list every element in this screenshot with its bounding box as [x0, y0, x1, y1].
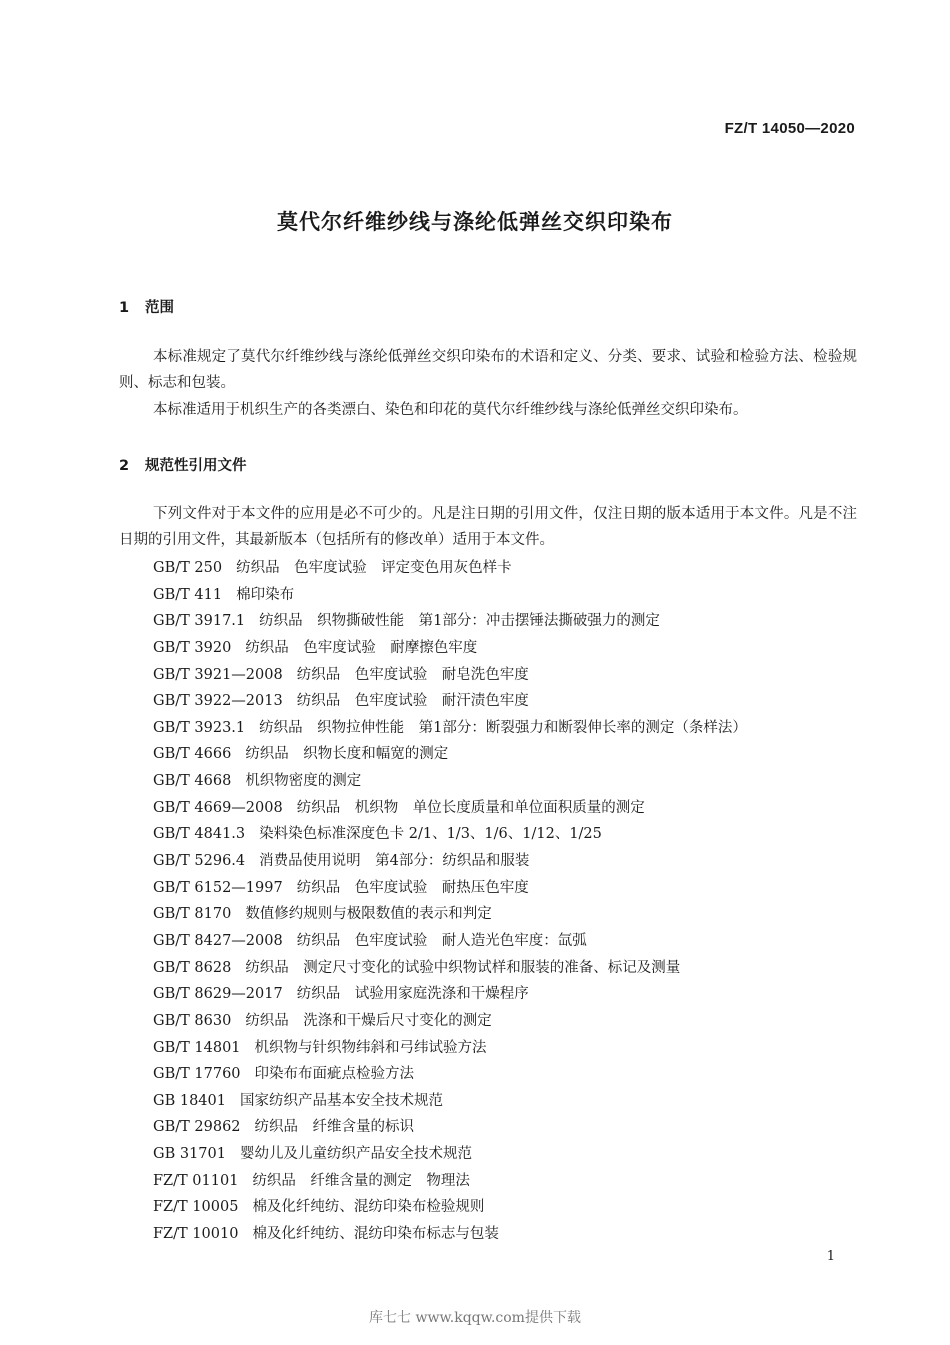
reference-title: 纺织品 色牢度试验 耐汗渍色牢度 [296, 693, 529, 710]
reference-item [153, 795, 747, 822]
reference-title: 纺织品 纤维含量的标识 [254, 1119, 415, 1136]
reference-title: 棉及化纤纯纺、混纺印染布标志与包装 [252, 1226, 499, 1243]
reference-item [153, 688, 747, 715]
reference-item [153, 1141, 747, 1168]
reference-item [153, 741, 747, 768]
reference-title: 染料染色标准深度色卡 2/1、1/3、1/6、1/12、1/25 [259, 826, 602, 843]
reference-item [153, 608, 747, 635]
section-1-paragraph-1: 本标准规定了莫代尔纤维纱线与涤纶低弹丝交织印染布的术语和定义、分类、要求、试验和检验方法、检验规则、标志和包装。 [119, 349, 857, 391]
reference-code: GB/T 8628 [153, 959, 232, 976]
reference-item [153, 1194, 747, 1221]
reference-title: 纺织品 测定尺寸变化的试验中织物试样和服装的准备、标记及测量 [245, 959, 681, 976]
section-2-heading [119, 454, 247, 475]
section-1-title: 范围 [145, 300, 174, 316]
reference-item [153, 635, 747, 662]
reference-title: 棉及化纤纯纺、混纺印染布检验规则 [252, 1199, 485, 1216]
section-1-paragraph-2: 本标准适用于机织生产的各类漂白、染色和印花的莫代尔纤维纱线与涤纶低弹丝交织印染布。 [153, 402, 748, 418]
reference-code: GB/T 4669—2008 [153, 799, 283, 816]
reference-item [153, 768, 747, 795]
reference-title: 纺织品 织物拉伸性能 第1部分：断裂强力和断裂伸长率的测定（条样法） [259, 719, 747, 736]
normative-references-list [153, 555, 747, 1248]
reference-item [153, 901, 747, 928]
reference-code: GB/T 3917.1 [153, 613, 246, 630]
reference-item [153, 662, 747, 689]
reference-title: 纺织品 色牢度试验 耐人造光色牢度：氙弧 [296, 932, 587, 949]
reference-item [153, 848, 747, 875]
reference-code: GB/T 8630 [153, 1012, 232, 1029]
reference-code: GB/T 3923.1 [153, 719, 246, 736]
section-1-number: 1 [119, 300, 130, 316]
reference-title: 纺织品 色牢度试验 评定变色用灰色样卡 [236, 560, 512, 576]
reference-item [153, 875, 747, 902]
reference-title: 机织物密度的测定 [245, 773, 362, 790]
reference-title: 纺织品 试验用家庭洗涤和干燥程序 [296, 986, 529, 1003]
reference-item [153, 715, 747, 742]
section-2-number: 2 [119, 458, 130, 474]
section-1-heading [119, 296, 174, 317]
reference-code: GB/T 6152—1997 [153, 879, 283, 896]
reference-item [153, 955, 747, 982]
reference-code: GB/T 3921—2008 [153, 666, 283, 683]
reference-code: FZ/T 10010 [153, 1226, 239, 1243]
reference-code: GB/T 5296.4 [153, 853, 246, 870]
reference-code: FZ/T 10005 [153, 1199, 239, 1216]
reference-code: GB/T 8170 [153, 906, 232, 923]
reference-item [153, 1008, 747, 1035]
page-number: 1 [826, 1249, 835, 1264]
reference-title: 纺织品 机织物 单位长度质量和单位面积质量的测定 [296, 799, 645, 816]
reference-code: GB/T 17760 [153, 1066, 241, 1083]
reference-title: 机织物与针织物纬斜和弓纬试验方法 [254, 1039, 487, 1056]
reference-code: GB/T 3920 [153, 639, 232, 656]
reference-title: 纺织品 织物撕破性能 第1部分：冲击摆锤法撕破强力的测定 [259, 613, 660, 630]
reference-code: GB/T 4668 [153, 773, 232, 790]
reference-title: 国家纺织产品基本安全技术规范 [239, 1092, 443, 1109]
reference-item [153, 555, 747, 582]
reference-item [153, 928, 747, 955]
document-title: 莫代尔纤维纱线与涤纶低弹丝交织印染布 [277, 210, 673, 234]
reference-title: 印染布布面疵点检验方法 [254, 1066, 415, 1083]
reference-item [153, 1088, 747, 1115]
reference-title: 纺织品 色牢度试验 耐热压色牢度 [296, 879, 529, 896]
reference-item [153, 1221, 747, 1248]
reference-code: GB/T 3922—2013 [153, 693, 283, 710]
reference-title: 数值修约规则与极限数值的表示和判定 [245, 906, 492, 923]
reference-title: 纺织品 色牢度试验 耐皂洗色牢度 [296, 666, 529, 683]
reference-code: GB/T 4841.3 [153, 826, 246, 843]
reference-item [153, 1035, 747, 1062]
reference-title: 消费品使用说明 第4部分：纺织品和服装 [259, 853, 530, 870]
reference-code: GB/T 250 [153, 560, 223, 576]
reference-code: FZ/T 01101 [153, 1172, 239, 1189]
reference-item [153, 821, 747, 848]
reference-title: 纺织品 纤维含量的测定 物理法 [252, 1172, 470, 1189]
section-2-paragraph-1: 下列文件对于本文件的应用是必不可少的。凡是注日期的引用文件，仅注日期的版本适用于本文件。凡是不注日期的引用文件，其最新版本（包括所有的修改单）适用于本文件。 [119, 506, 857, 548]
reference-title: 棉印染布 [236, 586, 295, 603]
reference-code: GB/T 29862 [153, 1119, 241, 1136]
reference-item [153, 582, 747, 609]
reference-code: GB/T 4666 [153, 746, 232, 763]
reference-code: GB/T 8427—2008 [153, 932, 283, 949]
reference-title: 纺织品 色牢度试验 耐摩擦色牢度 [245, 639, 478, 656]
reference-item [153, 981, 747, 1008]
reference-code: GB/T 411 [153, 586, 223, 603]
standard-code: FZ/T 14050—2020 [724, 120, 855, 137]
section-2-title: 规范性引用文件 [145, 458, 247, 474]
reference-code: GB/T 8629—2017 [153, 986, 283, 1003]
reference-code: GB 31701 [153, 1146, 226, 1163]
reference-title: 纺织品 洗涤和干燥后尺寸变化的测定 [245, 1012, 492, 1029]
reference-code: GB/T 14801 [153, 1039, 241, 1056]
reference-item [153, 1114, 747, 1141]
reference-item [153, 1061, 747, 1088]
reference-title: 纺织品 织物长度和幅宽的测定 [245, 746, 449, 763]
reference-title: 婴幼儿及儿童纺织产品安全技术规范 [239, 1146, 472, 1163]
footer-watermark: 库七七 www.kqqw.com提供下载 [369, 1310, 581, 1326]
reference-item [153, 1168, 747, 1195]
reference-code: GB 18401 [153, 1092, 226, 1109]
